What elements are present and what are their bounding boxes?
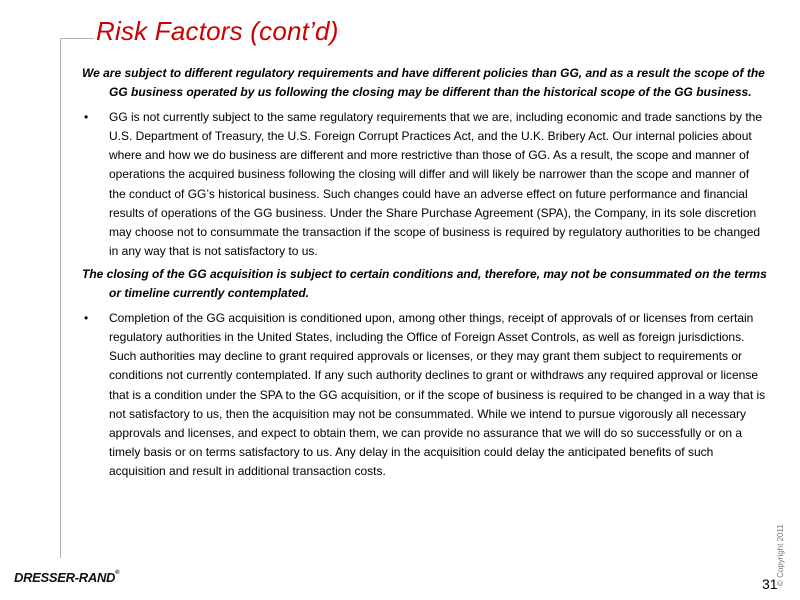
page-number: 31 xyxy=(762,576,778,592)
section-heading-closing: The closing of the GG acquisition is subject to certain conditions and, therefore, may not be consummated on the terms or timeline currently contemplated. xyxy=(82,266,767,301)
section-heading-regulatory: We are subject to different regulatory requirements and have different policies than GG, and as a result the scope of the GG business operated by us following the closing may be different than the historical scope of the GG business. xyxy=(82,66,765,100)
bullet-regulatory xyxy=(82,108,768,261)
company-logo xyxy=(14,570,119,585)
logo-registered-mark: ® xyxy=(115,570,120,576)
left-rule xyxy=(60,38,61,558)
title-rule xyxy=(60,38,94,39)
bullet-text-closing: Completion of the GG acquisition is conditioned upon, among other things, receipt of approvals of or licenses from certain regulatory authorities in the United States, including the Office of Foreign Asset Controls, as well as foreign jurisdictions. Such authorities may decline to grant required approvals or licenses, or they may grant them subject to requirements or conditions not currently contemplated. If any such authority declines to grant or withdraws any required approval or license that is a condition under the SPA to the GG acquisition, or if the scope of business is required to be changed in a way that is not satisfactory to us, then the acquisition may not be consummated. While we intend to pursue vigorously all necessary approvals and licenses, and expect to obtain them, we can provide no assurance that we will do so successfully or on a timely basis or on terms satisfactory to us. Any delay in the acquisition could delay the anticipated benefits of such acquisition and result in additional transaction costs. xyxy=(109,311,766,478)
bullet-symbol: • xyxy=(84,110,89,125)
bullet-symbol: • xyxy=(84,311,89,326)
bullet-text-regulatory: GG is not currently subject to the same regulatory requirements that we are, including economic and trade sanctions by the U.S. Department of Treasury, the U.S. Foreign Corrupt Practices Act, and the U.K. Bribery Act. Our internal policies about where and how we do business are different and more restrictive than those of GG. As a result, the scope and manner of operations the acquired business following the closing will differ and will likely be narrower than the scope and manner of the conduct of GG’s historical business. Such changes could have an adverse effect on future performance and financial results of operations of the GG business. Under the Share Purchase Agreement (SPA), the Company, in its sole discretion may choose not to consummate the transaction if the scope of business is required by regulatory authorities to be changed in any way that is not satisfactory to us. xyxy=(109,110,763,258)
slide-body xyxy=(82,64,768,485)
bullet-closing xyxy=(82,309,768,481)
copyright-notice: © Copyright 2011 xyxy=(776,524,785,586)
page-title: Risk Factors (cont’d) xyxy=(96,16,339,46)
logo-text: DRESSER-RAND xyxy=(14,570,116,585)
